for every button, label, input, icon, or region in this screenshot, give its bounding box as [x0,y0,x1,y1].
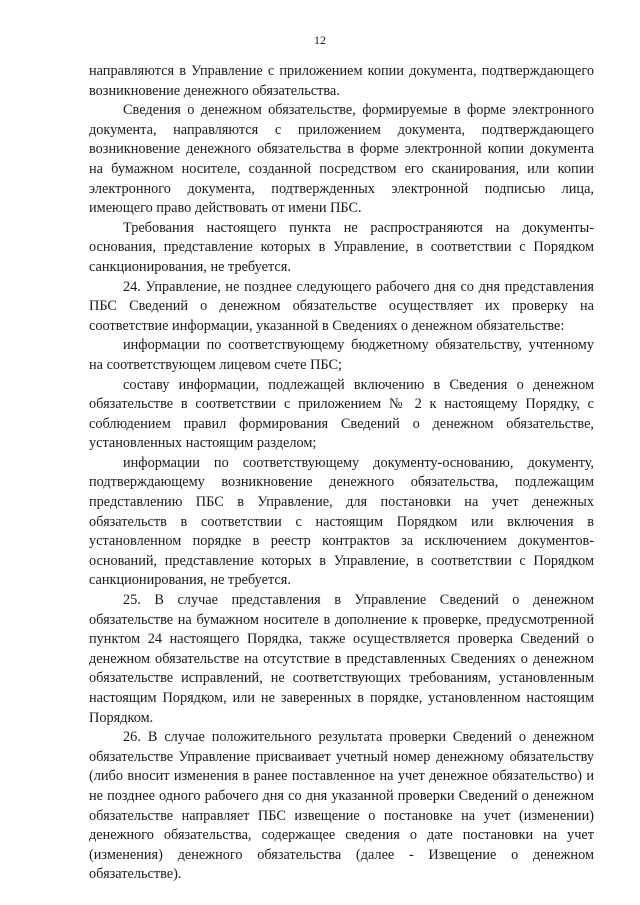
paragraph-check-basis-document: информации по соответствующему документу-основанию, документу, подтверждающему возникновение денежного обязательства, подлежащим представлению ПБС в Управление, для постановки на учет денежных обязательств в соответствии с настоящим Порядком или включения в установленном порядке в реестр контрактов за исключением документов-оснований, представление которых в Управление, в соответствии с Порядком санкционирования, не требуется. [89,454,594,589]
document-body [89,62,594,885]
paragraph-check-budget-obligation: информации по соответствующему бюджетному обязательству, учтенному на соответствующем лицевом счете ПБС; [89,337,594,373]
paragraph-clause-24: 24. Управление, не позднее следующего рабочего дня со дня представления ПБС Сведений о денежном обязательстве осуществляет их проверку на соответствие информации, указанной в Сведениях о денежном обязательстве: [89,278,594,334]
page-number: 12 [314,33,326,47]
paragraph-requirements-exception: Требования настоящего пункта не распространяются на документы-основания, представление которых в Управление, в соответствии с Порядком санкционирования, не требуется. [89,219,594,275]
paragraph-clause-26: 26. В случае положительного результата проверки Сведений о денежном обязательстве Управление присваивает учетный номер денежному обязательству (либо вносит изменения в ранее поставленное на учет денежное обязательство) и не позднее одного рабочего дня со дня указанной проверки Сведений о денежном обязательстве направляет ПБС извещение о постановке на учет (изменении) денежного обязательства, содержащее сведения о дате постановки на учет (изменения) денежного обязательства (далее - Извещение о денежном обязательстве). [89,729,594,883]
paragraph-check-composition: составу информации, подлежащей включению в Сведения о денежном обязательстве в соответствии с приложением № 2 к настоящему Порядку, с соблюдением правил формирования Сведений о денежном обязательстве, установленных настоящим разделом; [89,376,594,452]
paragraph-clause-25: 25. В случае представления в Управление Сведений о денежном обязательстве на бумажном носителе в дополнение к проверке, предусмотренной пунктом 24 настоящего Порядка, также осуществляется проверка Сведений о денежном обязательстве на отсутствие в представленных Сведениях о денежном обязательстве исправлений, не соответствующих требованиям, установленным настоящим Порядком, или не заверенных в порядке, установленном настоящим Порядком. [89,592,594,726]
paragraph-electronic-form: Сведения о денежном обязательстве, формируемые в форме электронного документа, направляются с приложением документа, подтверждающего возникновение денежного обязательства в форме электронной копии документа на бумажном носителе, созданной посредством его сканирования, или копии электронного документа, подтвержденных электронной подписью лица, имеющего право действовать от имени ПБС. [89,102,594,217]
paragraph-continuation: направляются в Управление с приложением копии документа, подтверждающего возникновение денежного обязательства. [89,63,594,99]
